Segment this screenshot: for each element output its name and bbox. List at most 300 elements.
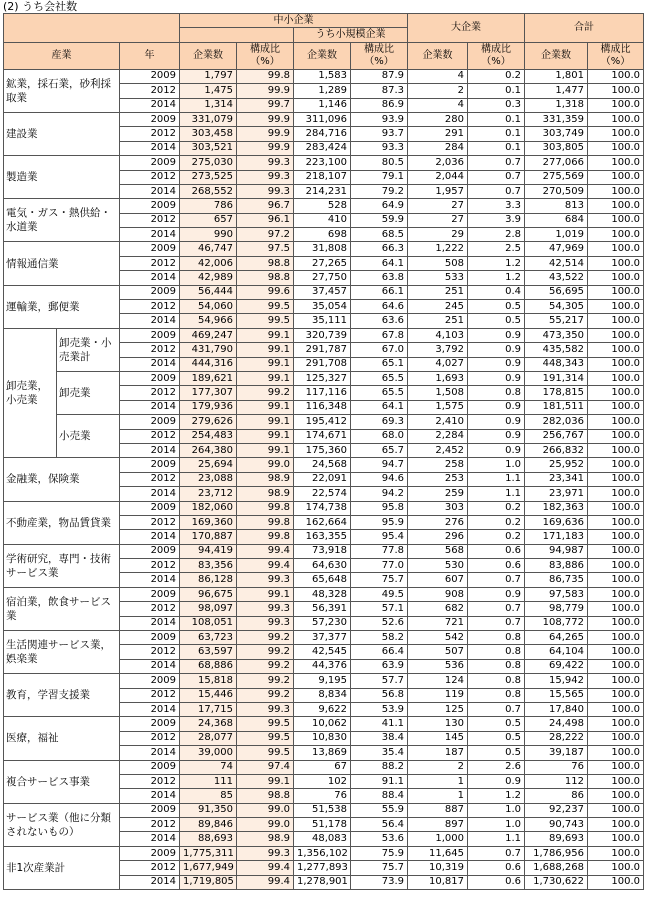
- value-cell: 28,077: [180, 731, 237, 745]
- value-cell: 410: [294, 213, 351, 227]
- year-cell: 2012: [120, 515, 180, 529]
- value-cell: 100.0: [588, 371, 644, 385]
- value-cell: 99.0: [237, 803, 294, 817]
- value-cell: 87.3: [351, 84, 408, 98]
- year-cell: 2009: [120, 674, 180, 688]
- value-cell: 174,671: [294, 429, 351, 443]
- value-cell: 100.0: [588, 702, 644, 716]
- value-cell: 66.4: [351, 645, 408, 659]
- value-cell: 1.0: [468, 818, 525, 832]
- value-cell: 99.2: [237, 645, 294, 659]
- industry-cell: 建設業: [4, 112, 120, 155]
- value-cell: 99.1: [237, 443, 294, 457]
- value-cell: 100.0: [588, 199, 644, 213]
- value-cell: 179,936: [180, 400, 237, 414]
- year-cell: 2009: [120, 458, 180, 472]
- value-cell: 0.1: [468, 127, 525, 141]
- value-cell: 39,000: [180, 746, 237, 760]
- table-row: [4, 803, 644, 817]
- value-cell: 37,377: [294, 631, 351, 645]
- value-cell: 2: [408, 760, 468, 774]
- value-cell: 94,987: [525, 544, 588, 558]
- value-cell: 99.1: [237, 343, 294, 357]
- value-cell: 56.4: [351, 818, 408, 832]
- value-cell: 97.2: [237, 228, 294, 242]
- year-cell: 2014: [120, 314, 180, 328]
- value-cell: 64.1: [351, 400, 408, 414]
- value-cell: 10,830: [294, 731, 351, 745]
- value-cell: 320,739: [294, 328, 351, 342]
- value-cell: 42,989: [180, 271, 237, 285]
- year-cell: 2014: [120, 400, 180, 414]
- value-cell: 28,222: [525, 731, 588, 745]
- year-cell: 2014: [120, 271, 180, 285]
- value-cell: 721: [408, 616, 468, 630]
- value-cell: 57,230: [294, 616, 351, 630]
- value-cell: 3.9: [468, 213, 525, 227]
- year-cell: 2014: [120, 141, 180, 155]
- value-cell: 100.0: [588, 616, 644, 630]
- value-cell: 169,636: [525, 515, 588, 529]
- value-cell: 99.3: [237, 602, 294, 616]
- header-corner: [4, 14, 180, 43]
- industry-cell: 情報通信業: [4, 242, 120, 285]
- value-cell: 100.0: [588, 544, 644, 558]
- header-ratio: 構成比 （%）: [468, 42, 525, 69]
- value-cell: 27,750: [294, 271, 351, 285]
- value-cell: 88.2: [351, 760, 408, 774]
- year-cell: 2009: [120, 242, 180, 256]
- value-cell: 13,869: [294, 746, 351, 760]
- year-cell: 2009: [120, 587, 180, 601]
- value-cell: 63.6: [351, 314, 408, 328]
- value-cell: 1,019: [525, 228, 588, 242]
- value-cell: 89,693: [525, 832, 588, 846]
- value-cell: 2,452: [408, 443, 468, 457]
- value-cell: 100.0: [588, 587, 644, 601]
- value-cell: 542: [408, 631, 468, 645]
- value-cell: 100.0: [588, 98, 644, 112]
- industry-cell: 金融業，保険業: [4, 458, 120, 501]
- value-cell: 99.9: [237, 112, 294, 126]
- value-cell: 95.8: [351, 501, 408, 515]
- value-cell: 174,738: [294, 501, 351, 515]
- value-cell: 191,314: [525, 371, 588, 385]
- table-row: [4, 156, 644, 170]
- value-cell: 0.9: [468, 443, 525, 457]
- value-cell: 258: [408, 458, 468, 472]
- value-cell: 68.5: [351, 228, 408, 242]
- value-cell: 67.8: [351, 328, 408, 342]
- value-cell: 85: [180, 789, 237, 803]
- header-ratio: 構成比 （%）: [237, 42, 294, 69]
- value-cell: 46,747: [180, 242, 237, 256]
- value-cell: 77.0: [351, 559, 408, 573]
- sub-industry-cell: 卸売業: [57, 371, 120, 414]
- value-cell: 4: [408, 98, 468, 112]
- value-cell: 270,509: [525, 184, 588, 198]
- value-cell: 67: [294, 760, 351, 774]
- value-cell: 0.6: [468, 861, 525, 875]
- value-cell: 0.7: [468, 170, 525, 184]
- industry-cell: 複合サービス事業: [4, 760, 120, 803]
- value-cell: 1,277,893: [294, 861, 351, 875]
- value-cell: 1.1: [468, 487, 525, 501]
- header-ratio: 構成比 （%）: [351, 42, 408, 69]
- header-ratio: 構成比 （%）: [588, 42, 644, 69]
- header-large: 大企業: [408, 14, 525, 43]
- value-cell: 57.1: [351, 602, 408, 616]
- value-cell: 0.8: [468, 659, 525, 673]
- value-cell: 99.3: [237, 846, 294, 860]
- value-cell: 39,187: [525, 746, 588, 760]
- value-cell: 119: [408, 688, 468, 702]
- value-cell: 98,779: [525, 602, 588, 616]
- value-cell: 277,066: [525, 156, 588, 170]
- value-cell: 42,545: [294, 645, 351, 659]
- value-cell: 96,675: [180, 587, 237, 601]
- value-cell: 163,355: [294, 530, 351, 544]
- year-cell: 2012: [120, 84, 180, 98]
- value-cell: 1.2: [468, 271, 525, 285]
- value-cell: 0.7: [468, 846, 525, 860]
- header-industry: 産業: [4, 42, 120, 69]
- value-cell: 15,818: [180, 674, 237, 688]
- table-row: [4, 69, 644, 83]
- value-cell: 100.0: [588, 875, 644, 889]
- value-cell: 813: [525, 199, 588, 213]
- table-row: [4, 760, 644, 774]
- value-cell: 100.0: [588, 789, 644, 803]
- value-cell: 0.5: [468, 746, 525, 760]
- industry-cell: 医療，福祉: [4, 717, 120, 760]
- value-cell: 100.0: [588, 501, 644, 515]
- value-cell: 54,305: [525, 300, 588, 314]
- value-cell: 100.0: [588, 803, 644, 817]
- industry-cell: サービス業（他に分類されないもの）: [4, 803, 120, 846]
- year-cell: 2014: [120, 702, 180, 716]
- sub-industry-cell: 小売業: [57, 415, 120, 458]
- table-row: [4, 328, 644, 342]
- value-cell: 100.0: [588, 429, 644, 443]
- value-cell: 2.8: [468, 228, 525, 242]
- company-count-table: [3, 13, 644, 890]
- value-cell: 1,797: [180, 69, 237, 83]
- value-cell: 96.7: [237, 199, 294, 213]
- industry-cell: 不動産業，物品賃貸業: [4, 501, 120, 544]
- value-cell: 92,237: [525, 803, 588, 817]
- value-cell: 0.6: [468, 559, 525, 573]
- value-cell: 0.5: [468, 300, 525, 314]
- value-cell: 528: [294, 199, 351, 213]
- value-cell: 2.5: [468, 242, 525, 256]
- year-cell: 2014: [120, 530, 180, 544]
- value-cell: 54,060: [180, 300, 237, 314]
- value-cell: 100.0: [588, 127, 644, 141]
- value-cell: 116,348: [294, 400, 351, 414]
- year-cell: 2009: [120, 846, 180, 860]
- value-cell: 63.8: [351, 271, 408, 285]
- value-cell: 657: [180, 213, 237, 227]
- value-cell: 125: [408, 702, 468, 716]
- value-cell: 1,677,949: [180, 861, 237, 875]
- value-cell: 27: [408, 199, 468, 213]
- value-cell: 69,422: [525, 659, 588, 673]
- value-cell: 2.6: [468, 760, 525, 774]
- year-cell: 2014: [120, 616, 180, 630]
- value-cell: 1,356,102: [294, 846, 351, 860]
- value-cell: 64,265: [525, 631, 588, 645]
- year-cell: 2012: [120, 170, 180, 184]
- value-cell: 100.0: [588, 300, 644, 314]
- year-cell: 2009: [120, 328, 180, 342]
- year-cell: 2009: [120, 717, 180, 731]
- value-cell: 177,307: [180, 386, 237, 400]
- value-cell: 42,514: [525, 256, 588, 270]
- value-cell: 253: [408, 472, 468, 486]
- value-cell: 15,565: [525, 688, 588, 702]
- value-cell: 99.1: [237, 774, 294, 788]
- table-body: [4, 69, 644, 889]
- value-cell: 100.0: [588, 487, 644, 501]
- value-cell: 0.8: [468, 645, 525, 659]
- value-cell: 99.3: [237, 616, 294, 630]
- table-row: [4, 544, 644, 558]
- value-cell: 162,664: [294, 515, 351, 529]
- value-cell: 97.5: [237, 242, 294, 256]
- value-cell: 0.3: [468, 98, 525, 112]
- value-cell: 2,410: [408, 415, 468, 429]
- value-cell: 111: [180, 774, 237, 788]
- value-cell: 9,622: [294, 702, 351, 716]
- table-row: [4, 674, 644, 688]
- value-cell: 0.9: [468, 328, 525, 342]
- value-cell: 99.3: [237, 156, 294, 170]
- value-cell: 1.1: [468, 832, 525, 846]
- value-cell: 94.7: [351, 458, 408, 472]
- year-cell: 2014: [120, 832, 180, 846]
- value-cell: 0.5: [468, 731, 525, 745]
- value-cell: 100.0: [588, 443, 644, 457]
- table-row: [4, 415, 644, 429]
- value-cell: 273,525: [180, 170, 237, 184]
- value-cell: 182,060: [180, 501, 237, 515]
- value-cell: 24,368: [180, 717, 237, 731]
- value-cell: 990: [180, 228, 237, 242]
- value-cell: 65.1: [351, 357, 408, 371]
- value-cell: 44,376: [294, 659, 351, 673]
- value-cell: 65.7: [351, 443, 408, 457]
- industry-cell: 学術研究，専門・技術サービス業: [4, 544, 120, 587]
- table-row: [4, 112, 644, 126]
- year-cell: 2012: [120, 343, 180, 357]
- value-cell: 108,772: [525, 616, 588, 630]
- value-cell: 64.1: [351, 256, 408, 270]
- value-cell: 1,575: [408, 400, 468, 414]
- value-cell: 35.4: [351, 746, 408, 760]
- value-cell: 65.5: [351, 386, 408, 400]
- value-cell: 100.0: [588, 832, 644, 846]
- value-cell: 0.7: [468, 602, 525, 616]
- table-row: [4, 587, 644, 601]
- year-cell: 2009: [120, 803, 180, 817]
- year-cell: 2009: [120, 285, 180, 299]
- value-cell: 276: [408, 515, 468, 529]
- value-cell: 284: [408, 141, 468, 155]
- value-cell: 99.1: [237, 371, 294, 385]
- value-cell: 171,183: [525, 530, 588, 544]
- value-cell: 280: [408, 112, 468, 126]
- value-cell: 264,380: [180, 443, 237, 457]
- value-cell: 99.9: [237, 84, 294, 98]
- value-cell: 568: [408, 544, 468, 558]
- value-cell: 93.9: [351, 112, 408, 126]
- value-cell: 68,886: [180, 659, 237, 673]
- value-cell: 125,327: [294, 371, 351, 385]
- industry-cell: 教育，学習支援業: [4, 674, 120, 717]
- value-cell: 99.8: [237, 515, 294, 529]
- value-cell: 73,918: [294, 544, 351, 558]
- value-cell: 99.1: [237, 328, 294, 342]
- value-cell: 3,792: [408, 343, 468, 357]
- value-cell: 43,522: [525, 271, 588, 285]
- value-cell: 182,363: [525, 501, 588, 515]
- value-cell: 684: [525, 213, 588, 227]
- value-cell: 99.7: [237, 98, 294, 112]
- year-cell: 2012: [120, 602, 180, 616]
- value-cell: 98.9: [237, 487, 294, 501]
- year-cell: 2014: [120, 875, 180, 889]
- value-cell: 100.0: [588, 213, 644, 227]
- value-cell: 38.4: [351, 731, 408, 745]
- value-cell: 100.0: [588, 659, 644, 673]
- value-cell: 100.0: [588, 84, 644, 98]
- value-cell: 469,247: [180, 328, 237, 342]
- value-cell: 74: [180, 760, 237, 774]
- value-cell: 99.8: [237, 530, 294, 544]
- header-total: 合計: [525, 14, 644, 43]
- value-cell: 79.1: [351, 170, 408, 184]
- value-cell: 100.0: [588, 69, 644, 83]
- value-cell: 93.7: [351, 127, 408, 141]
- value-cell: 17,715: [180, 702, 237, 716]
- value-cell: 291,708: [294, 357, 351, 371]
- value-cell: 100.0: [588, 688, 644, 702]
- value-cell: 0.9: [468, 371, 525, 385]
- value-cell: 100.0: [588, 415, 644, 429]
- value-cell: 89,846: [180, 818, 237, 832]
- header-year: 年: [120, 42, 180, 69]
- value-cell: 117,116: [294, 386, 351, 400]
- value-cell: 83,886: [525, 559, 588, 573]
- year-cell: 2014: [120, 746, 180, 760]
- value-cell: 22,091: [294, 472, 351, 486]
- value-cell: 99.1: [237, 415, 294, 429]
- year-cell: 2012: [120, 818, 180, 832]
- value-cell: 63,723: [180, 631, 237, 645]
- value-cell: 1.2: [468, 256, 525, 270]
- industry-cell: 鉱業，採石業，砂利採取業: [4, 69, 120, 112]
- value-cell: 100.0: [588, 631, 644, 645]
- value-cell: 0.6: [468, 875, 525, 889]
- value-cell: 100.0: [588, 328, 644, 342]
- value-cell: 8,834: [294, 688, 351, 702]
- value-cell: 0.2: [468, 515, 525, 529]
- year-cell: 2012: [120, 300, 180, 314]
- value-cell: 29: [408, 228, 468, 242]
- value-cell: 23,088: [180, 472, 237, 486]
- value-cell: 56,391: [294, 602, 351, 616]
- value-cell: 303: [408, 501, 468, 515]
- value-cell: 42,006: [180, 256, 237, 270]
- value-cell: 99.3: [237, 184, 294, 198]
- year-cell: 2014: [120, 443, 180, 457]
- value-cell: 0.6: [468, 544, 525, 558]
- value-cell: 99.4: [237, 875, 294, 889]
- value-cell: 65.5: [351, 371, 408, 385]
- value-cell: 0.8: [468, 674, 525, 688]
- value-cell: 1,318: [525, 98, 588, 112]
- year-cell: 2012: [120, 127, 180, 141]
- value-cell: 52.6: [351, 616, 408, 630]
- value-cell: 0.9: [468, 357, 525, 371]
- value-cell: 99.0: [237, 818, 294, 832]
- value-cell: 2,044: [408, 170, 468, 184]
- value-cell: 897: [408, 818, 468, 832]
- value-cell: 887: [408, 803, 468, 817]
- value-cell: 100.0: [588, 400, 644, 414]
- industry-cell: 宿泊業，飲食サービス業: [4, 587, 120, 630]
- value-cell: 1,693: [408, 371, 468, 385]
- value-cell: 218,107: [294, 170, 351, 184]
- value-cell: 47,969: [525, 242, 588, 256]
- value-cell: 63,597: [180, 645, 237, 659]
- value-cell: 0.9: [468, 400, 525, 414]
- value-cell: 23,341: [525, 472, 588, 486]
- value-cell: 251: [408, 285, 468, 299]
- value-cell: 1,801: [525, 69, 588, 83]
- value-cell: 75.7: [351, 861, 408, 875]
- value-cell: 530: [408, 559, 468, 573]
- value-cell: 266,832: [525, 443, 588, 457]
- year-cell: 2012: [120, 213, 180, 227]
- value-cell: 1: [408, 774, 468, 788]
- value-cell: 100.0: [588, 746, 644, 760]
- year-cell: 2014: [120, 659, 180, 673]
- year-cell: 2014: [120, 98, 180, 112]
- value-cell: 291,787: [294, 343, 351, 357]
- value-cell: 99.9: [237, 127, 294, 141]
- value-cell: 97,583: [525, 587, 588, 601]
- header-count: 企業数: [408, 42, 468, 69]
- value-cell: 88,693: [180, 832, 237, 846]
- value-cell: 100.0: [588, 472, 644, 486]
- year-cell: 2009: [120, 156, 180, 170]
- value-cell: 75.9: [351, 846, 408, 860]
- value-cell: 9,195: [294, 674, 351, 688]
- value-cell: 473,350: [525, 328, 588, 342]
- value-cell: 76: [525, 760, 588, 774]
- value-cell: 112: [525, 774, 588, 788]
- value-cell: 100.0: [588, 386, 644, 400]
- value-cell: 98.8: [237, 789, 294, 803]
- value-cell: 0.2: [468, 501, 525, 515]
- value-cell: 2: [408, 84, 468, 98]
- value-cell: 99.2: [237, 386, 294, 400]
- value-cell: 23,712: [180, 487, 237, 501]
- value-cell: 99.3: [237, 170, 294, 184]
- value-cell: 31,808: [294, 242, 351, 256]
